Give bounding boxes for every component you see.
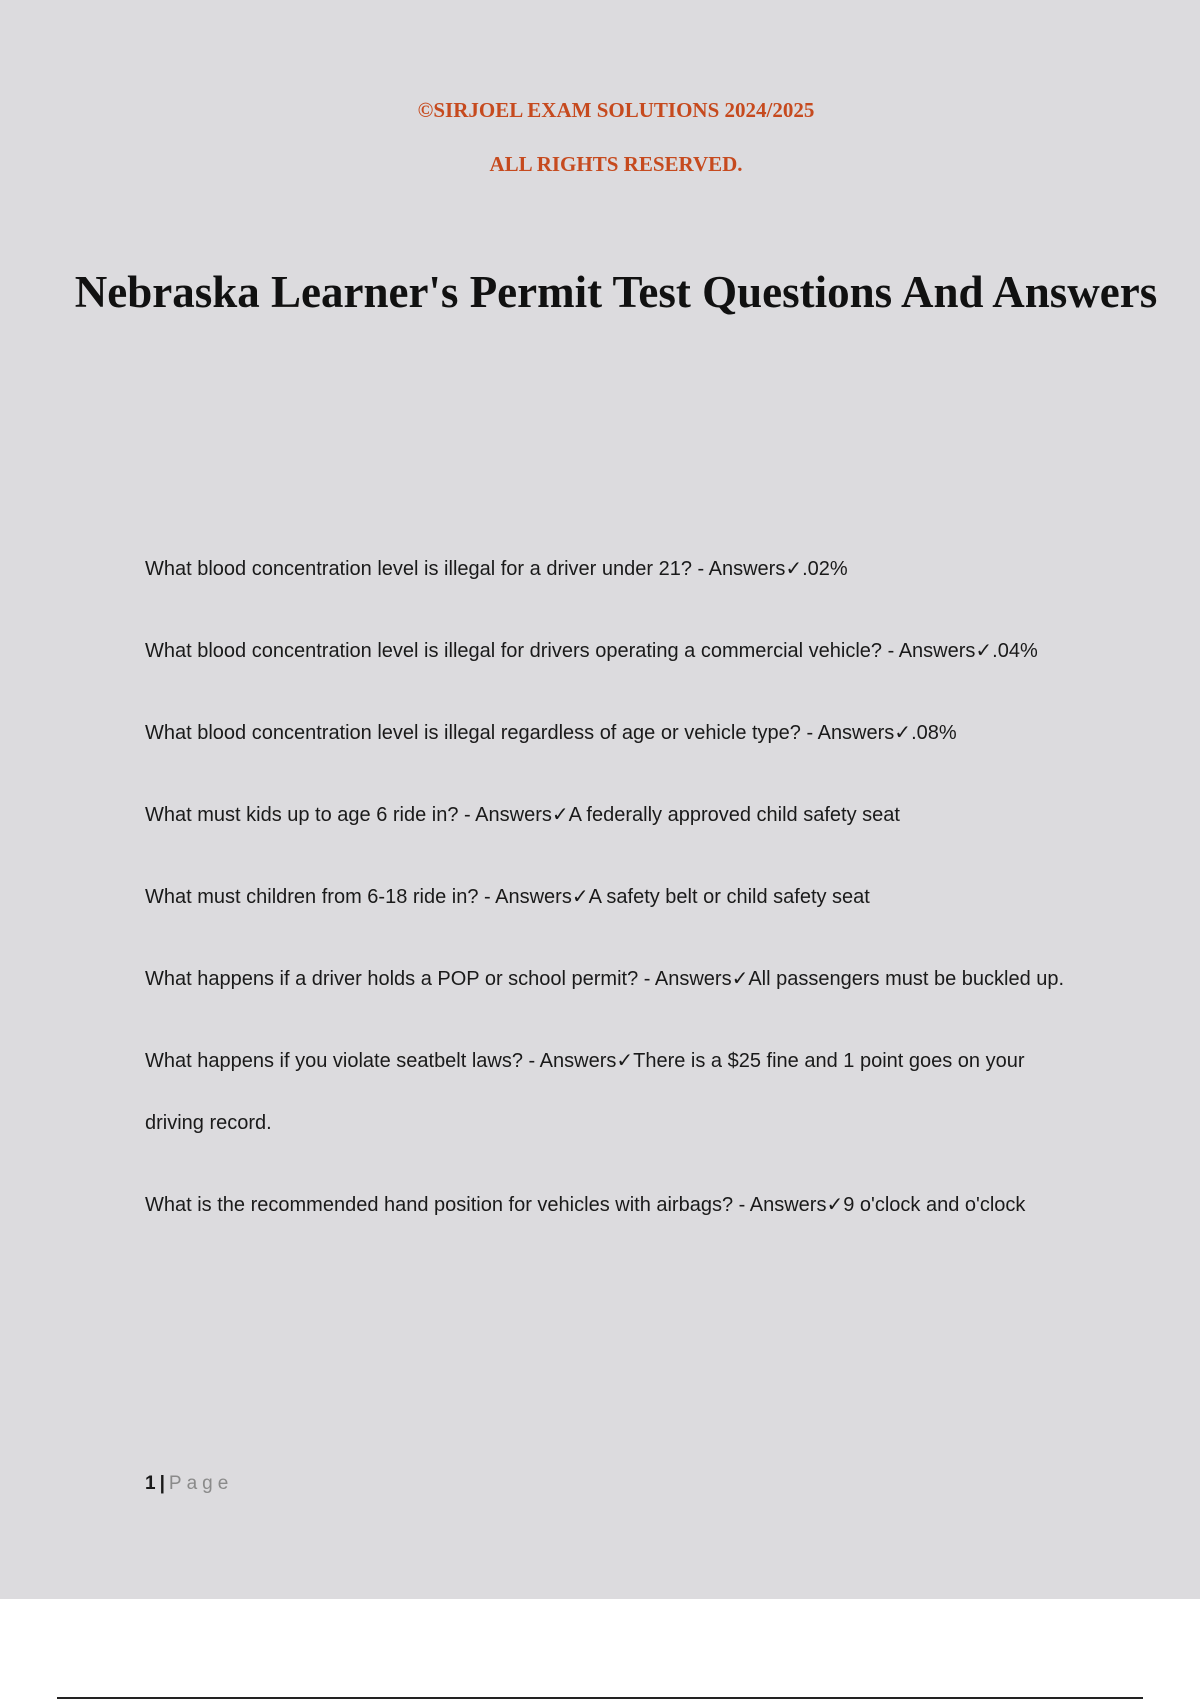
answer-text: 9 o'clock and o'clock [843, 1194, 1026, 1216]
question-text: What happens if a driver holds a POP or school permit? - Answers [145, 968, 732, 990]
question-text: What must kids up to age 6 ride in? - Answers [145, 804, 552, 826]
document-title: Nebraska Learner's Permit Test Questions And Answers [74, 267, 1158, 317]
answer-text: A federally approved child safety seat [568, 804, 900, 826]
question-text: What blood concentration level is illegal for a driver under 21? - Answers [145, 558, 786, 580]
qa-item [145, 947, 1085, 1010]
page-number: 1 [145, 1473, 156, 1494]
qa-item [145, 1173, 1085, 1236]
question-text: What must children from 6-18 ride in? - Answers [145, 886, 572, 908]
question-text: What happens if you violate seatbelt laws? - Answers [145, 1050, 617, 1072]
question-text: What blood concentration level is illegal for drivers operating a commercial vehicle? - Answers [145, 640, 976, 662]
qa-item [145, 619, 1085, 682]
page-separator: | [159, 1473, 165, 1494]
qa-item [145, 865, 1085, 928]
question-text: What is the recommended hand position for vehicles with airbags? - Answers [145, 1194, 827, 1216]
qa-list [145, 537, 1085, 1255]
bottom-divider [57, 1697, 1143, 1699]
checkmark-icon: ✓ [616, 1048, 634, 1072]
rights-notice: ALL RIGHTS RESERVED. [489, 152, 743, 176]
checkmark-icon: ✓ [551, 802, 569, 826]
page-footer [145, 1473, 233, 1495]
qa-item [145, 537, 1085, 600]
answer-text: .08% [911, 722, 957, 744]
answer-text: A safety belt or child safety seat [588, 886, 870, 908]
checkmark-icon: ✓ [894, 720, 912, 744]
answer-text: .04% [992, 640, 1038, 662]
qa-item [145, 783, 1085, 846]
qa-item [145, 701, 1085, 764]
checkmark-icon: ✓ [571, 884, 589, 908]
page-label: Page [168, 1473, 234, 1494]
checkmark-icon: ✓ [826, 1192, 844, 1216]
qa-item [145, 1029, 1085, 1154]
checkmark-icon: ✓ [785, 556, 803, 580]
answer-text: There is a $25 fine and 1 point goes on your driving record. [145, 1050, 1025, 1134]
checkmark-icon: ✓ [975, 638, 993, 662]
copyright-notice: ©SIRJOEL EXAM SOLUTIONS 2024/2025 [417, 98, 815, 122]
question-text: What blood concentration level is illegal regardless of age or vehicle type? - Answers [145, 722, 895, 744]
checkmark-icon: ✓ [731, 966, 749, 990]
answer-text: All passengers must be buckled up. [748, 968, 1065, 990]
answer-text: .02% [802, 558, 848, 580]
